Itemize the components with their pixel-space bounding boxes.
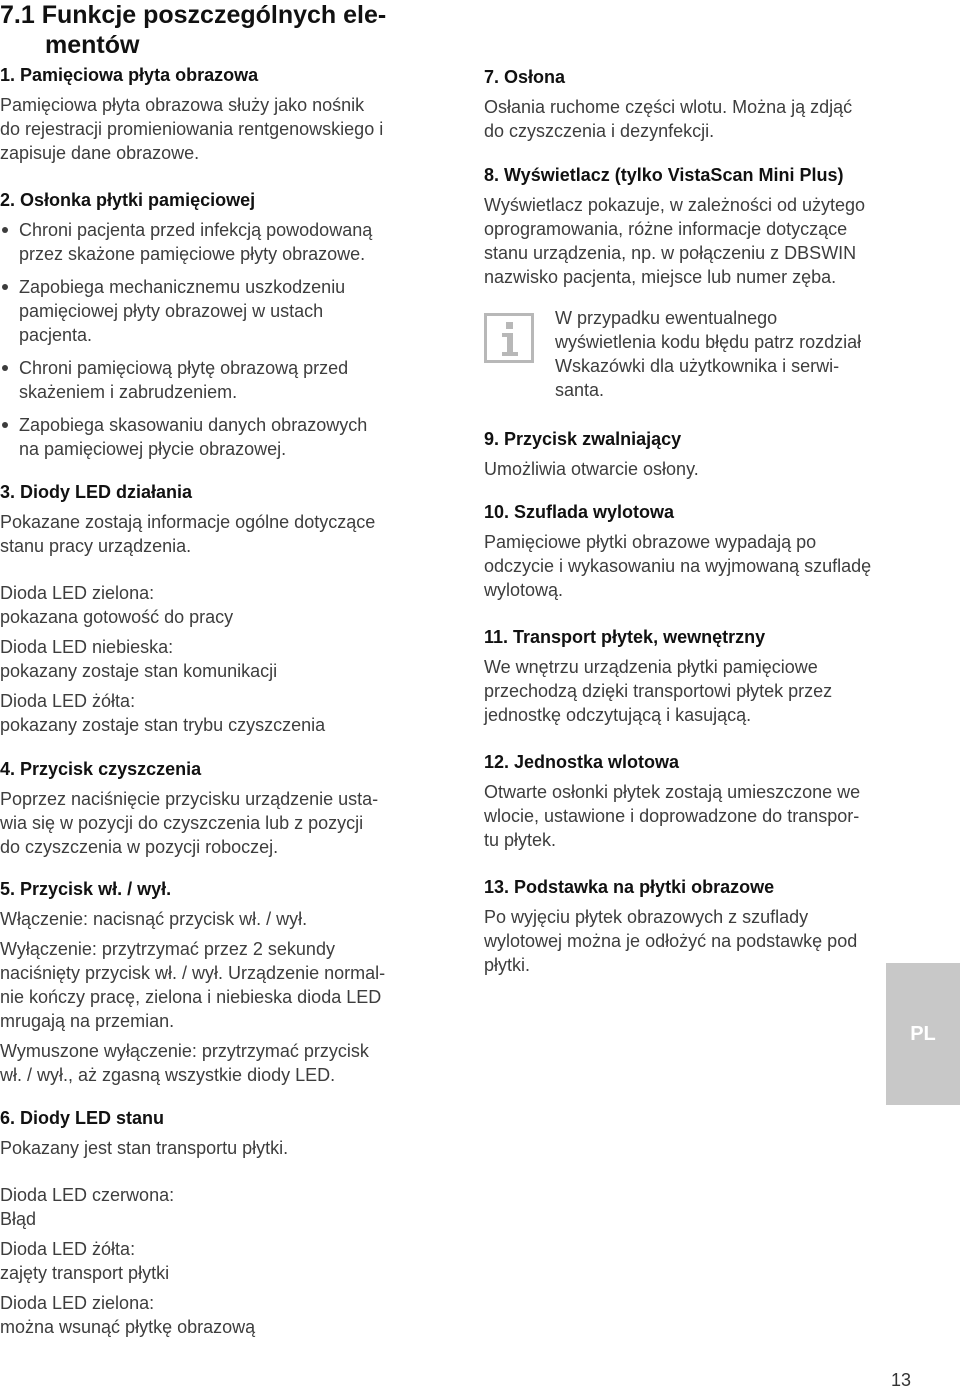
led-meaning: Błąd [0, 1209, 37, 1229]
text-line: Wymuszone wyłączenie: przytrzymać przycisk [0, 1041, 369, 1061]
text-line: wyświetlenia kodu błędu patrz rozdział [555, 332, 862, 352]
text-line: płytki. [484, 955, 531, 975]
text-line: wylotową. [484, 580, 564, 600]
text-line: skażeniem i zabrudzeniem. [19, 382, 238, 402]
text-line: nazwisko pacjenta, miejsce lub numer zęba. [484, 267, 837, 287]
section-heading: 7. Osłona [484, 67, 566, 87]
led-meaning: pokazany zostaje stan trybu czyszczenia [0, 715, 326, 735]
section-heading: 11. Transport płytek, wewnętrzny [484, 627, 766, 647]
text-line: W przypadku ewentualnego [555, 308, 778, 328]
section-heading: 6. Diody LED stanu [0, 1108, 165, 1128]
section-10 [484, 500, 924, 602]
text-line: Pamięciowe płytki obrazowe wypadają po [484, 532, 817, 552]
text-line: przechodzą dzięki transportowi płytek przez [484, 681, 833, 701]
bullet-item [0, 275, 450, 347]
text-line: Chroni pamięciową płytę obrazową przed [19, 358, 349, 378]
text-line: Poprzez naciśnięcie przycisku urządzenie usta- [0, 789, 379, 809]
section-heading: 9. Przycisk zwalniający [484, 429, 682, 449]
section-heading: 10. Szuflada wylotowa [484, 502, 675, 522]
text-line: Umożliwia otwarcie osłony. [484, 459, 699, 479]
text-line: do czyszczenia i dezynfekcji. [484, 121, 715, 141]
text-line: santa. [555, 380, 605, 400]
text-line: Osłania ruchome części wlotu. Można ją zdjąć [484, 97, 853, 117]
text-line: odczycie i wykasowaniu na wyjmowaną szufladę [484, 556, 872, 576]
text-line: na pamięciowej płycie obrazowej. [19, 439, 287, 459]
section-9 [484, 427, 924, 481]
text-line: Wyświetlacz pokazuje, w zależności od użytego [484, 195, 866, 215]
text-line: Zapobiega mechanicznemu uszkodzeniu [19, 277, 346, 297]
text-line: Otwarte osłonki płytek zostają umieszczone we [484, 782, 861, 802]
section-heading: 12. Jednostka wlotowa [484, 752, 680, 772]
section-heading: 5. Przycisk wł. / wył. [0, 879, 172, 899]
text-line: Pokazane zostają informacje ogólne dotyczące [0, 512, 376, 532]
text-line: naciśnięty przycisk wł. / wył. Urządzenie normal- [0, 963, 386, 983]
text-line: stanu urządzenia, np. w połączeniu z DBSWIN [484, 243, 857, 263]
page-number: 13 [890, 1370, 911, 1390]
language-tab: PL [886, 963, 960, 1105]
text-line: nie kończy pracę, zielona i niebieska dioda LED [0, 987, 382, 1007]
led-label: Dioda LED zielona: [0, 583, 155, 603]
title-line-2: mentów [45, 31, 140, 59]
info-note [484, 310, 924, 410]
section-heading: 1. Pamięciowa płyta obrazowa [0, 65, 259, 85]
text-line: Wyłączenie: przytrzymać przez 2 sekundy [0, 939, 335, 959]
text-line: tu płytek. [484, 830, 557, 850]
section-1 [0, 63, 450, 165]
section-heading: 13. Podstawka na płytki obrazowe [484, 877, 775, 897]
led-meaning: pokazany zostaje stan komunikacji [0, 661, 278, 681]
section-8 [484, 163, 924, 410]
led-label: Dioda LED żółta: [0, 691, 136, 711]
title-line-1: 7.1 Funkcje poszczególnych ele- [0, 1, 387, 29]
led-label: Dioda LED żółta: [0, 1239, 136, 1259]
section-heading: 3. Diody LED działania [0, 482, 193, 502]
section-7 [484, 65, 924, 143]
text-line: wia się w pozycji do czyszczenia lub z pozycji [0, 813, 364, 833]
text-line: wł. / wył., aż zgasną wszystkie diody LED. [0, 1065, 336, 1085]
text-line: stanu pracy urządzenia. [0, 536, 192, 556]
led-label: Dioda LED zielona: [0, 1293, 155, 1313]
text-line: Zapobiega skasowaniu danych obrazowych [19, 415, 368, 435]
text-line: zapisuje dane obrazowe. [0, 143, 200, 163]
text-line: pacjenta. [19, 325, 93, 345]
text-line: We wnętrzu urządzenia płytki pamięciowe [484, 657, 818, 677]
section-heading: 8. Wyświetlacz (tylko VistaScan Mini Plus) [484, 165, 844, 185]
text-line: oprogramowania, różne informacje dotyczące [484, 219, 848, 239]
bullet-item [0, 356, 450, 404]
text-line: Pokazany jest stan transportu płytki. [0, 1138, 289, 1158]
text-line: mrugają na przemian. [0, 1011, 175, 1031]
page-title [0, 0, 440, 60]
text-line: Włączenie: nacisnąć przycisk wł. / wył. [0, 909, 308, 929]
section-6 [0, 1106, 450, 1339]
section-11 [484, 625, 924, 727]
text-line: Pamięciowa płyta obrazowa służy jako nośnik [0, 95, 365, 115]
section-5 [0, 877, 450, 1087]
text-line: wlocie, ustawione i doprowadzone do transpor- [484, 806, 860, 826]
text-line: do rejestracji promieniowania rentgenowskiego i [0, 119, 384, 139]
info-icon [484, 313, 534, 363]
text-line: przez skażone pamięciowe płyty obrazowe. [19, 244, 366, 264]
text-line: do czyszczenia w pozycji roboczej. [0, 837, 279, 857]
section-2 [0, 188, 450, 461]
section-4 [0, 757, 450, 859]
info-text [555, 306, 885, 402]
text-line: pamięciowej płyty obrazowej w ustach [19, 301, 324, 321]
text-line: Wskazówki dla użytkownika i serwi- [555, 356, 840, 376]
section-heading: 4. Przycisk czyszczenia [0, 759, 202, 779]
section-13 [484, 875, 924, 977]
section-3 [0, 480, 450, 737]
led-meaning: pokazana gotowość do pracy [0, 607, 234, 627]
led-meaning: można wsunąć płytkę obrazową [0, 1317, 256, 1337]
section-12 [484, 750, 924, 852]
led-meaning: zajęty transport płytki [0, 1263, 170, 1283]
led-label: Dioda LED niebieska: [0, 637, 174, 657]
text-line: jednostkę odczytującą i kasującą. [484, 705, 752, 725]
led-label: Dioda LED czerwona: [0, 1185, 175, 1205]
text-line: Po wyjęciu płytek obrazowych z szuflady [484, 907, 809, 927]
text-line: wylotowej można je odłożyć na podstawkę pod [484, 931, 858, 951]
text-line: Chroni pacjenta przed infekcją powodowaną [19, 220, 373, 240]
section-heading: 2. Osłonka płytki pamięciowej [0, 190, 256, 210]
bullet-item [0, 218, 450, 266]
bullet-item [0, 413, 450, 461]
